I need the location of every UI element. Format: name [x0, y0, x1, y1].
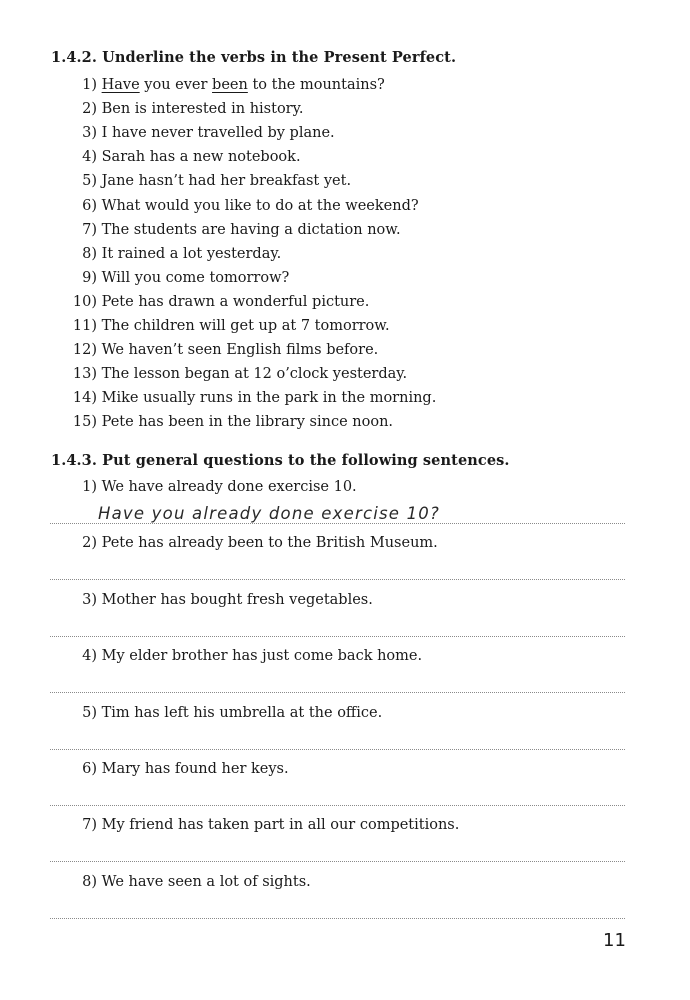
item-number: 6) — [82, 197, 97, 214]
sentence-text: you ever — [139, 77, 213, 93]
sentence-text: Tim has left his umbrella at the office. — [97, 704, 383, 721]
exercise-1-4-2-sentence — [66, 340, 378, 360]
sentence-text: to the mountains? — [247, 77, 385, 93]
item-number: 7) — [82, 817, 97, 834]
answer-line[interactable] — [50, 805, 625, 806]
page-number: 11 — [603, 930, 626, 951]
exercise-1-4-3-sentence — [66, 872, 311, 892]
sentence-text: Mother has bought fresh vegetables. — [97, 591, 373, 608]
sentence-text: Will you come tomorrow? — [101, 269, 290, 286]
item-number: 10) — [72, 293, 97, 310]
exercise-1-4-3-sentence — [66, 759, 289, 779]
exercise-1-4-2-sentence — [66, 316, 390, 336]
exercise-1-4-2-heading: 1.4.2. Underline the verbs in the Present Perfect. — [51, 49, 457, 66]
sentence-text: Jane hasn’t had her breakfast yet. — [101, 173, 352, 190]
sentence-text: Sarah has a new notebook. — [101, 149, 301, 166]
item-number: 1) — [82, 77, 97, 93]
item-number: 9) — [82, 269, 97, 286]
sentence-text: Mike usually runs in the park in the morning. — [101, 390, 437, 407]
answer-line[interactable] — [50, 861, 625, 862]
item-number: 2) — [82, 101, 97, 118]
exercise-1-4-2-sentence — [66, 220, 401, 240]
exercise-1-4-3-sentence — [66, 477, 357, 497]
item-number: 11) — [72, 318, 97, 334]
sentence-text: Pete has been in the library since noon. — [101, 414, 394, 431]
item-number: 14) — [72, 390, 97, 407]
exercise-1-4-3-sentence — [66, 590, 373, 610]
answer-line[interactable] — [50, 636, 625, 637]
underlined-verb: Have — [101, 77, 140, 93]
handwritten-answer: Have you already done exercise 10? — [98, 504, 440, 523]
exercise-1-4-2-sentence — [66, 412, 393, 432]
item-number: 5) — [82, 704, 97, 721]
item-number: 15) — [72, 414, 97, 431]
exercise-1-4-2-sentence — [66, 171, 351, 191]
exercise-1-4-3-heading: 1.4.3. Put general questions to the following sentences. — [51, 452, 510, 469]
item-number: 3) — [82, 591, 97, 608]
sentence-text: I have never travelled by plane. — [101, 125, 335, 142]
sentence-text: Mary has found her keys. — [97, 761, 289, 777]
item-number: 4) — [82, 149, 97, 166]
exercise-1-4-2-sentence — [66, 388, 436, 408]
sentence-text: We have already done exercise 10. — [97, 479, 357, 495]
exercise-1-4-3-sentence — [66, 703, 382, 723]
answer-line[interactable] — [50, 692, 625, 693]
sentence-text: My friend has taken part in all our competitions. — [97, 817, 460, 834]
answer-line[interactable] — [50, 749, 625, 750]
sentence-text: What would you like to do at the weekend? — [101, 197, 419, 214]
exercise-1-4-2-sentence — [66, 268, 289, 288]
item-number: 3) — [82, 125, 97, 142]
answer-line[interactable] — [50, 579, 625, 580]
item-number: 13) — [72, 366, 97, 383]
item-number: 1) — [82, 479, 97, 495]
sentence-text: Pete has drawn a wonderful picture. — [101, 293, 370, 310]
underlined-verb: been — [212, 77, 248, 93]
sentence-text: The children will get up at 7 tomorrow. — [101, 318, 390, 334]
answer-line[interactable] — [50, 523, 625, 524]
answer-line[interactable] — [50, 918, 625, 919]
exercise-1-4-2-sentence — [66, 292, 369, 312]
exercise-1-4-3-sentence — [66, 533, 438, 553]
sentence-text: The lesson began at 12 o’clock yesterday. — [101, 366, 408, 383]
sentence-text: My elder brother has just come back home. — [97, 648, 423, 665]
item-number: 5) — [82, 173, 97, 190]
sentence-text: We have seen a lot of sights. — [97, 873, 311, 890]
item-number: 8) — [82, 873, 97, 890]
item-number: 12) — [72, 342, 97, 359]
sentence-text: It rained a lot yesterday. — [101, 245, 282, 262]
exercise-1-4-2-sentence — [66, 244, 281, 264]
item-number: 4) — [82, 648, 97, 665]
exercise-1-4-2-sentence — [66, 75, 385, 95]
exercise-1-4-2-sentence — [66, 147, 301, 167]
sentence-text: We haven’t seen English films before. — [101, 342, 379, 359]
sentence-text: The students are having a dictation now. — [101, 221, 401, 238]
exercise-1-4-2-sentence — [66, 196, 419, 216]
item-number: 6) — [82, 761, 97, 777]
item-number: 8) — [82, 245, 97, 262]
exercise-1-4-2-sentence — [66, 364, 407, 384]
exercise-1-4-2-sentence — [66, 123, 335, 143]
exercise-1-4-3-sentence — [66, 815, 459, 835]
item-number: 7) — [82, 221, 97, 238]
exercise-1-4-2-sentence — [66, 99, 303, 119]
item-number: 2) — [82, 535, 97, 552]
sentence-text: Ben is interested in history. — [101, 101, 304, 118]
sentence-text: Pete has already been to the British Museum. — [97, 535, 438, 552]
exercise-1-4-3-sentence — [66, 646, 422, 666]
